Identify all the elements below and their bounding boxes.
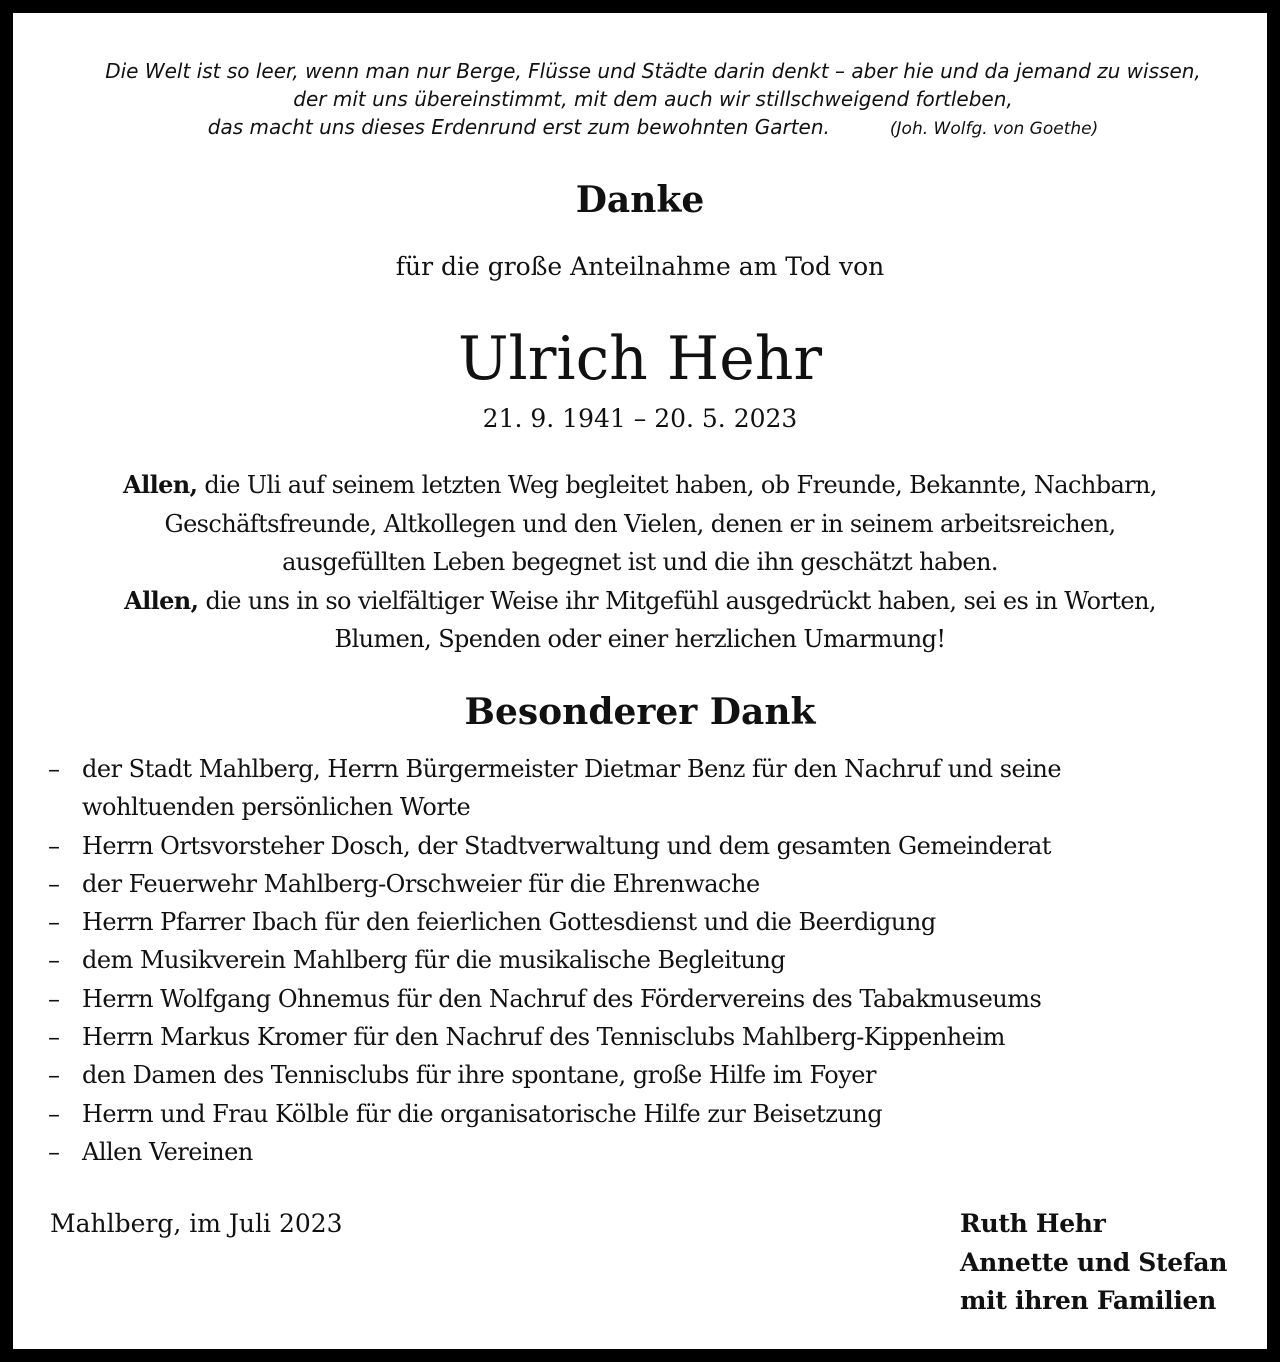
list-item-text: der Stadt Mahlberg, Herrn Bürgermeister Dietmar Benz für den Nachruf und seine	[82, 755, 1062, 783]
thanks-p1-line1: die Uli auf seinem letzten Weg begleitet haben, ob Freunde, Bekannte, Nachbarn,	[197, 471, 1157, 499]
list-item	[48, 941, 1061, 979]
thanks-p1-bold: Allen,	[123, 470, 198, 499]
list-item-text: Herrn Wolfgang Ohnemus für den Nachruf des Fördervereins des Tabakmuseums	[82, 984, 1042, 1013]
dash-icon: –	[48, 831, 60, 860]
thanks-line-1	[40, 466, 1240, 505]
list-item	[48, 750, 1061, 827]
dash-icon: –	[48, 1023, 60, 1052]
special-thanks-list	[48, 750, 1061, 1171]
thanks-paragraph	[40, 466, 1240, 659]
signers-block	[960, 1205, 1227, 1321]
thanks-line-4	[40, 582, 1240, 621]
dash-icon: –	[48, 869, 60, 898]
signer-line-1: Ruth Hehr	[960, 1209, 1106, 1238]
dash-icon: –	[48, 946, 60, 975]
thanks-p2-bold: Allen,	[124, 585, 199, 615]
heading-besonderer-dank: Besonderer Dank	[464, 691, 816, 733]
list-item	[48, 1056, 1061, 1094]
list-item	[48, 1133, 1061, 1171]
list-item-text: Herrn Markus Kromer für den Nachruf des Tennisclubs Mahlberg-Kippenheim	[82, 1023, 1005, 1052]
list-item-text: Allen Vereinen	[82, 1137, 253, 1166]
signer-line-2: Annette und Stefan	[960, 1247, 1228, 1277]
deceased-name: Ulrich Hehr	[457, 324, 823, 394]
quote-line-1: Die Welt ist so leer, wenn man nur Berge, Flüsse und Städte darin denkt – aber hie und da jemand zu wissen,	[105, 59, 1201, 83]
list-item-text: der Feuerwehr Mahlberg-Orschweier für die Ehrenwache	[82, 869, 760, 898]
list-item-text: dem Musikverein Mahlberg für die musikalische Begleitung	[82, 946, 786, 975]
list-item	[48, 865, 1061, 903]
dash-icon: –	[48, 1099, 60, 1128]
thanks-p2-line1: die uns in so vielfältiger Weise ihr Mitgefühl ausgedrückt haben, sei es in Worten,	[198, 586, 1156, 615]
list-item	[48, 903, 1061, 941]
dash-icon: –	[48, 1137, 60, 1166]
list-item	[48, 827, 1061, 865]
heading-danke: Danke	[575, 179, 705, 221]
list-item	[48, 1018, 1061, 1056]
life-dates: 21. 9. 1941 – 20. 5. 2023	[482, 404, 798, 433]
thanks-line-3: ausgefüllten Leben begegnet ist und die ihn geschätzt haben.	[282, 548, 998, 576]
place-and-date: Mahlberg, im Juli 2023	[50, 1209, 343, 1238]
list-item-text: Herrn Pfarrer Ibach für den feierlichen Gottesdienst und die Beerdigung	[82, 908, 936, 937]
list-item-text: den Damen des Tennisclubs für ihre spontane, große Hilfe im Foyer	[82, 1061, 876, 1090]
quote-line-3-text: das macht uns dieses Erdenrund erst zum bewohnten Garten.	[207, 115, 830, 139]
list-item	[48, 980, 1061, 1018]
quote-line-3	[53, 113, 1253, 143]
thanks-line-2: Geschäftsfreunde, Altkollegen und den Vielen, denen er in seinem arbeitsreichen,	[164, 509, 1116, 538]
quote-author: (Joh. Wolfg. von Goethe)	[889, 119, 1099, 139]
dash-icon: –	[48, 755, 60, 783]
list-item-text: Herrn und Frau Kölble für die organisatorische Hilfe zur Beisetzung	[82, 1099, 883, 1128]
dash-icon: –	[48, 908, 60, 937]
dash-icon: –	[48, 984, 60, 1013]
quote-line-2: der mit uns übereinstimmt, mit dem auch wir stillschweigend fortleben,	[293, 87, 1013, 111]
list-item	[48, 1095, 1061, 1133]
thanks-line-5: Blumen, Spenden oder einer herzlichen Umarmung!	[334, 625, 946, 653]
list-item-text-cont: wohltuenden persönlichen Worte	[82, 793, 471, 822]
dash-icon: –	[48, 1061, 60, 1090]
list-item-text: Herrn Ortsvorsteher Dosch, der Stadtverwaltung und dem gesamten Gemeinderat	[82, 831, 1051, 860]
intro-text: für die große Anteilnahme am Tod von	[395, 252, 885, 281]
signer-line-3: mit ihren Familien	[960, 1286, 1217, 1315]
goethe-quote	[53, 57, 1253, 143]
